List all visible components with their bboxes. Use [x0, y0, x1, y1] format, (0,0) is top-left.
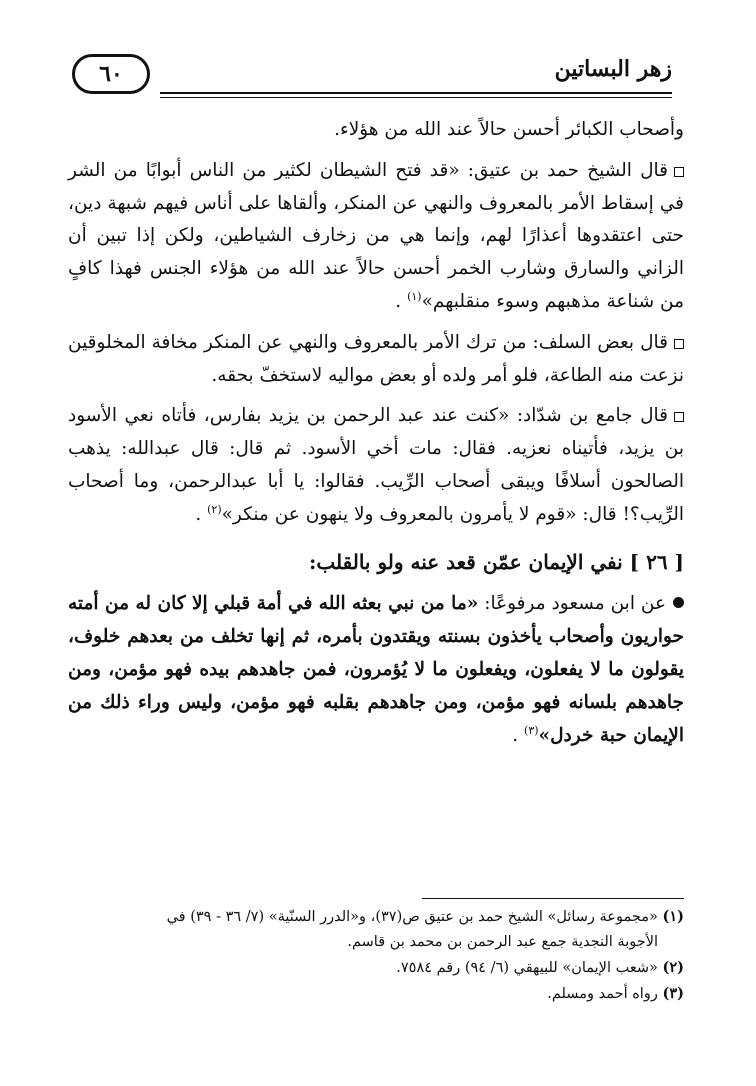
footnote-number: (١) [662, 908, 684, 925]
header-rule [160, 92, 672, 94]
footnotes [68, 904, 684, 1007]
footnote-item [68, 981, 684, 1007]
paragraph-end: . [395, 290, 402, 312]
main-text [68, 114, 684, 760]
footnote-item [68, 904, 684, 930]
paragraph-text: قال الشيخ حمد بن عتيق: «قد فتح الشيطان لكثير من الناس أبوابًا من الشر في إسقاط الأمر بالمعروف والنهي عن المنكر، وألقاها على أناس فيهم شبهة دين، حتى اعتقدوها أعذارًا لهم، وإنما هي من زخارف الشياطين، ولكن إذا تبين أن الزاني والسارق وشارب الخمر أحسن حالاً عند الله من هؤلاء الجنس فهذا كافٍ من شناعة مذهبهم وسوء منقلبهم» [68, 159, 684, 312]
paragraph-hadith [68, 588, 684, 752]
footnote-ref[interactable]: (٣) [524, 723, 539, 737]
paragraph-lead: عن ابن مسعود مرفوعًا: [478, 593, 666, 615]
paragraph-jami-ibn-shaddad [68, 400, 684, 531]
footnote-number: (٢) [662, 959, 684, 976]
footnote-item [68, 955, 684, 981]
paragraph-salaf [68, 327, 684, 393]
footnote-text: رواه أحمد ومسلم. [547, 986, 658, 1002]
paragraph-text: قال بعض السلف: من ترك الأمر بالمعروف والنهي عن المنكر مخافة المخلوقين نزعت منه الطاعة، فلو أمر ولده أو بعض مواليه لاستخفّ بحقه. [68, 331, 684, 386]
footnote-text: «شعب الإيمان» للبيهقي (٦/ ٩٤) رقم ٧٥٨٤. [396, 960, 658, 976]
square-bullet-icon [674, 412, 684, 422]
section-heading: [ ٢٦ ] نفي الإيمان عمّن قعد عنه ولو بالقلب: [308, 549, 684, 574]
page-number-badge [72, 54, 150, 94]
footnote-separator [422, 898, 684, 899]
paragraph-end: . [195, 503, 202, 525]
footnote-continuation [68, 930, 684, 955]
hadith-text: «ما من نبي بعثه الله في أمة قبلي إلا كان له من أمته حواريون وأصحاب يأخذون بسنته ويقتدون بأمره، ثم إنها تخلف من بعدهم خلوف، يقولون ما لا يفعلون، ويفعلون ما لا يُؤمرون، فمن جاهدهم بيده فهو مؤمن، ومن جاهدهم بلسانه فهو مؤمن، ومن جاهدهم بقلبه فهو مؤمن، وليس وراء ذلك من الإيمان حبة خردل» [68, 593, 684, 746]
page-number: ٦٠ [99, 61, 123, 87]
footnote-text: «مجموعة رسائل» الشيخ حمد بن عتيق ص(٣٧)، و«الدرر السنّية» (٧/ ٣٦ - ٣٩) في [166, 909, 658, 925]
intro-line [68, 114, 684, 147]
paragraph-ibn-atiq [68, 155, 684, 319]
square-bullet-icon [674, 339, 684, 349]
footnote-number: (٣) [662, 985, 684, 1002]
running-title: زهر البساتين [554, 56, 672, 82]
header-rule-thin [160, 97, 672, 98]
paragraph-text: قال جامع بن شدّاد: «كنت عند عبد الرحمن بن يزيد بفارس، فأتاه نعي الأسود بن يزيد، فأتيناه نعزيه. فقال: مات أخي الأسود. ثم قال: قال عبدالله: يذهب الصالحون أسلافًا ويبقى أصحاب الرِّيب. فقالوا: يا أبا عبدالرحمن، وما أصحاب الرِّيب؟! قال: «قوم لا يأمرون بالمعروف ولا ينهون عن منكر» [68, 405, 684, 525]
page-header [60, 52, 672, 98]
intro-line-text: وأصحاب الكبائر أحسن حالاً عند الله من هؤلاء. [334, 119, 684, 140]
paragraph-end: . [512, 724, 519, 746]
footnote-text: الأجوبة النجدية جمع عبد الرحمن بن محمد بن قاسم. [347, 934, 658, 950]
footnote-ref[interactable]: (١) [407, 289, 422, 303]
footnote-ref[interactable]: (٢) [207, 502, 222, 516]
round-bullet-icon [673, 597, 684, 608]
square-bullet-icon [674, 167, 684, 177]
